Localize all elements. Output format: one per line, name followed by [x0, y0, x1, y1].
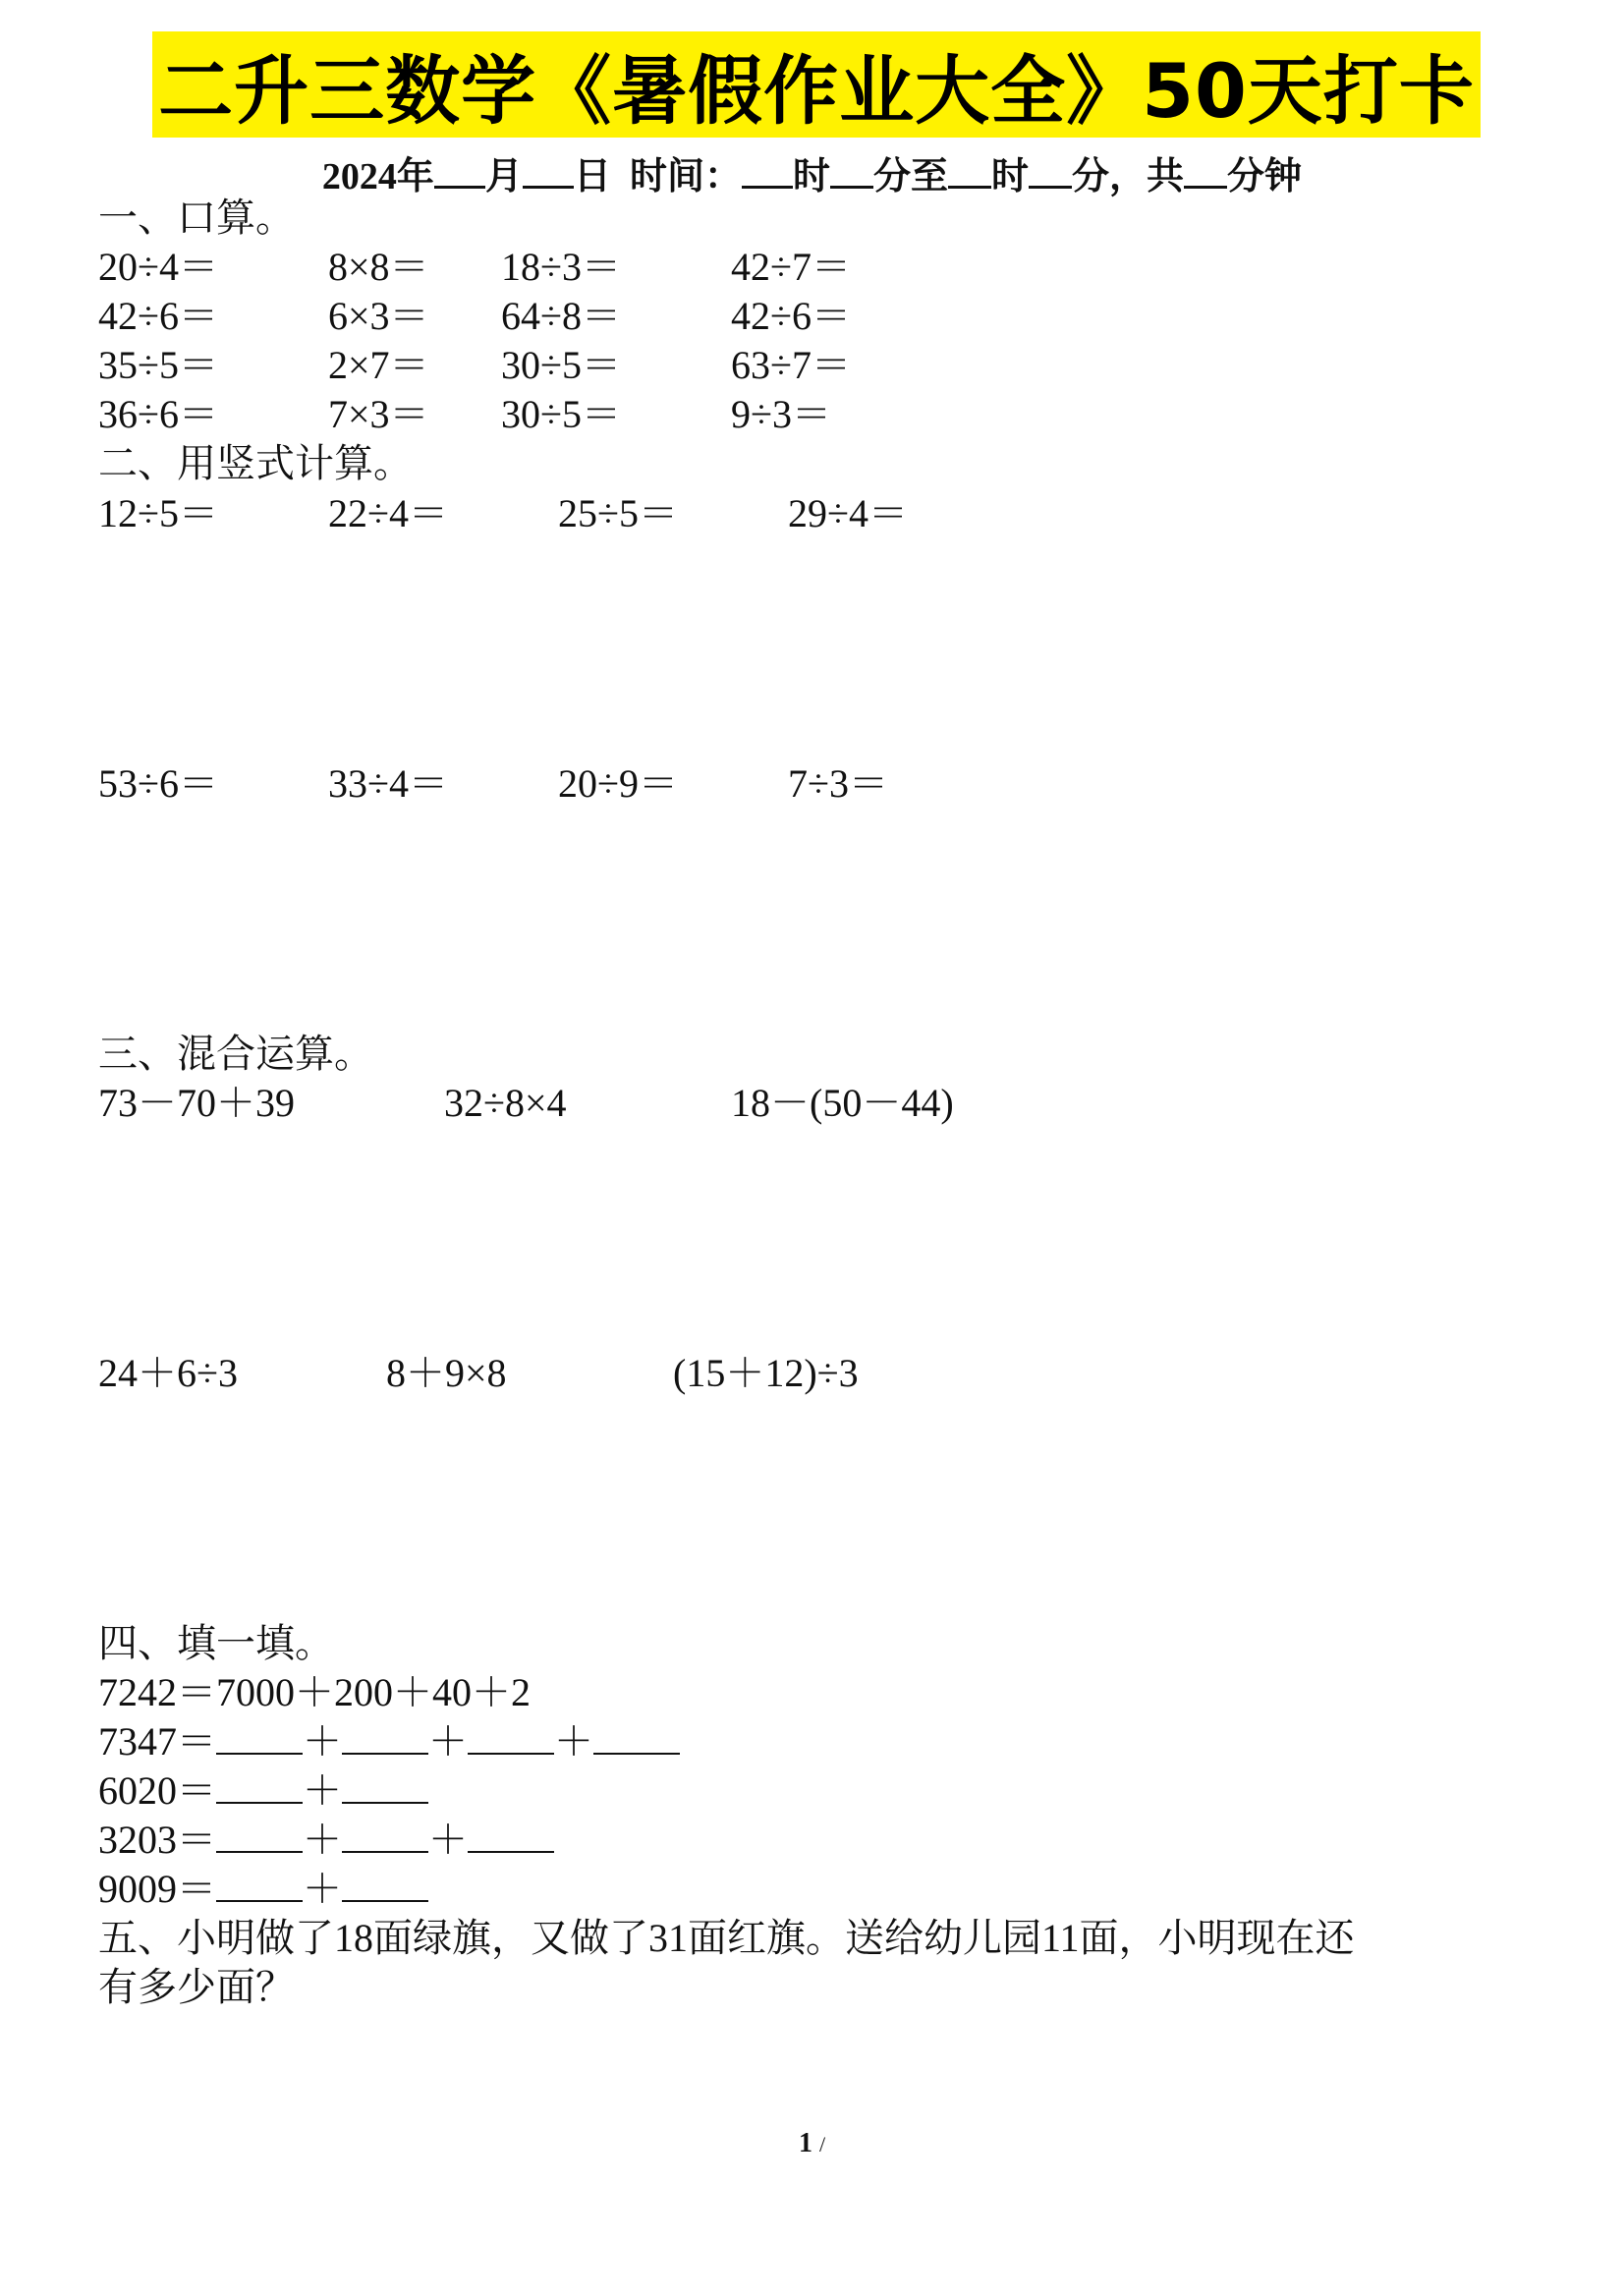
oral-problem: 42÷6＝: [98, 294, 218, 338]
minute-to-label: 分至: [873, 156, 949, 197]
vertical-problem: 29÷4＝: [788, 491, 908, 535]
vertical-problem: 7÷3＝: [788, 761, 888, 806]
total-minute-blank: [1184, 156, 1227, 189]
vertical-problem: 22÷4＝: [328, 491, 448, 535]
fill-number: 3203＝: [98, 1818, 216, 1862]
answer-blank[interactable]: [342, 1772, 428, 1804]
plus-sign: ＋: [303, 1818, 342, 1862]
oral-problem: 20÷4＝: [98, 245, 218, 289]
fill-number: 7347＝: [98, 1719, 216, 1764]
mixed-problem: 24＋6÷3: [98, 1351, 238, 1395]
time-label: 时间：: [629, 156, 742, 197]
oral-problem: 42÷7＝: [731, 245, 851, 289]
answer-blank[interactable]: [342, 1871, 428, 1902]
mixed-problem: 18－(50－44): [731, 1081, 954, 1125]
word-problem-line1: 五、小明做了18面绿旗，又做了31面红旗。送给幼儿园11面，小明现在还: [98, 1916, 1355, 1960]
day-blank: [523, 156, 574, 189]
vertical-problem: 12÷5＝: [98, 491, 218, 535]
oral-problem: 35÷5＝: [98, 343, 218, 387]
page-number-value: 1: [798, 2128, 812, 2158]
plus-sign: ＋: [303, 1768, 342, 1813]
end-hour-blank: [948, 156, 991, 189]
hour-label-2: 时: [991, 156, 1030, 197]
mixed-problem: 73－70＋39: [98, 1081, 295, 1125]
page-title: 二升三数学《暑假作业大全》50天打卡: [158, 46, 1475, 135]
answer-blank[interactable]: [342, 1821, 428, 1853]
oral-problem: 9÷3＝: [731, 392, 831, 436]
date-time-line: [0, 145, 1624, 199]
answer-blank[interactable]: [468, 1821, 554, 1853]
fill-row: [98, 1867, 428, 1911]
oral-problem: 30÷5＝: [501, 343, 621, 387]
end-minute-blank: [1029, 156, 1072, 189]
answer-blank[interactable]: [216, 1821, 303, 1853]
oral-problem: 64÷8＝: [501, 294, 621, 338]
total-label: 分钟: [1227, 156, 1303, 197]
day-label: 日: [573, 156, 611, 197]
plus-sign: ＋: [303, 1867, 342, 1911]
start-hour-blank: [742, 156, 793, 189]
oral-problem: 63÷7＝: [731, 343, 851, 387]
oral-problem: 36÷6＝: [98, 392, 218, 436]
vertical-problem: 53÷6＝: [98, 761, 218, 806]
mixed-problem: (15＋12)÷3: [673, 1351, 859, 1395]
fill-row: [98, 1719, 680, 1764]
section1-heading: 一、口算。: [98, 196, 295, 240]
vertical-problem: 20÷9＝: [558, 761, 678, 806]
word-problem-line2: 有多少面？: [98, 1965, 295, 2009]
answer-blank[interactable]: [216, 1871, 303, 1902]
section4-heading: 四、填一填。: [98, 1621, 334, 1665]
fill-example: 7242＝7000＋200＋40＋2: [98, 1670, 531, 1714]
oral-problem: 18÷3＝: [501, 245, 621, 289]
month-label: 月: [484, 156, 523, 197]
plus-sign: ＋: [554, 1719, 593, 1764]
plus-sign: ＋: [428, 1818, 468, 1862]
fill-number: 6020＝: [98, 1768, 216, 1813]
page-number-slash: /: [818, 2132, 826, 2156]
section3-heading: 三、混合运算。: [98, 1032, 373, 1076]
mixed-problem: 32÷8×4: [444, 1081, 567, 1125]
oral-problem: 2×7＝: [328, 343, 429, 387]
mixed-problem: 8＋9×8: [386, 1351, 507, 1395]
answer-blank[interactable]: [593, 1723, 680, 1755]
start-minute-blank: [830, 156, 873, 189]
vertical-problem: 33÷4＝: [328, 761, 448, 806]
minute-total-label: 分，共: [1072, 156, 1185, 197]
year-label: 2024年: [321, 156, 434, 197]
plus-sign: ＋: [428, 1719, 468, 1764]
vertical-problem: 25÷5＝: [558, 491, 678, 535]
answer-blank[interactable]: [468, 1723, 554, 1755]
answer-blank[interactable]: [342, 1723, 428, 1755]
title-banner: [152, 31, 1481, 138]
hour-label-1: 时: [792, 156, 830, 197]
fill-number: 9009＝: [98, 1867, 216, 1911]
fill-row: [98, 1768, 428, 1813]
oral-problem: 42÷6＝: [731, 294, 851, 338]
answer-blank[interactable]: [216, 1772, 303, 1804]
oral-problem: 30÷5＝: [501, 392, 621, 436]
answer-blank[interactable]: [216, 1723, 303, 1755]
page-number: [0, 2128, 1624, 2159]
plus-sign: ＋: [303, 1719, 342, 1764]
oral-problem: 7×3＝: [328, 392, 429, 436]
section2-heading: 二、用竖式计算。: [98, 441, 413, 485]
month-blank: [434, 156, 485, 189]
oral-problem: 8×8＝: [328, 245, 429, 289]
oral-problem: 6×3＝: [328, 294, 429, 338]
fill-row: [98, 1820, 554, 1860]
